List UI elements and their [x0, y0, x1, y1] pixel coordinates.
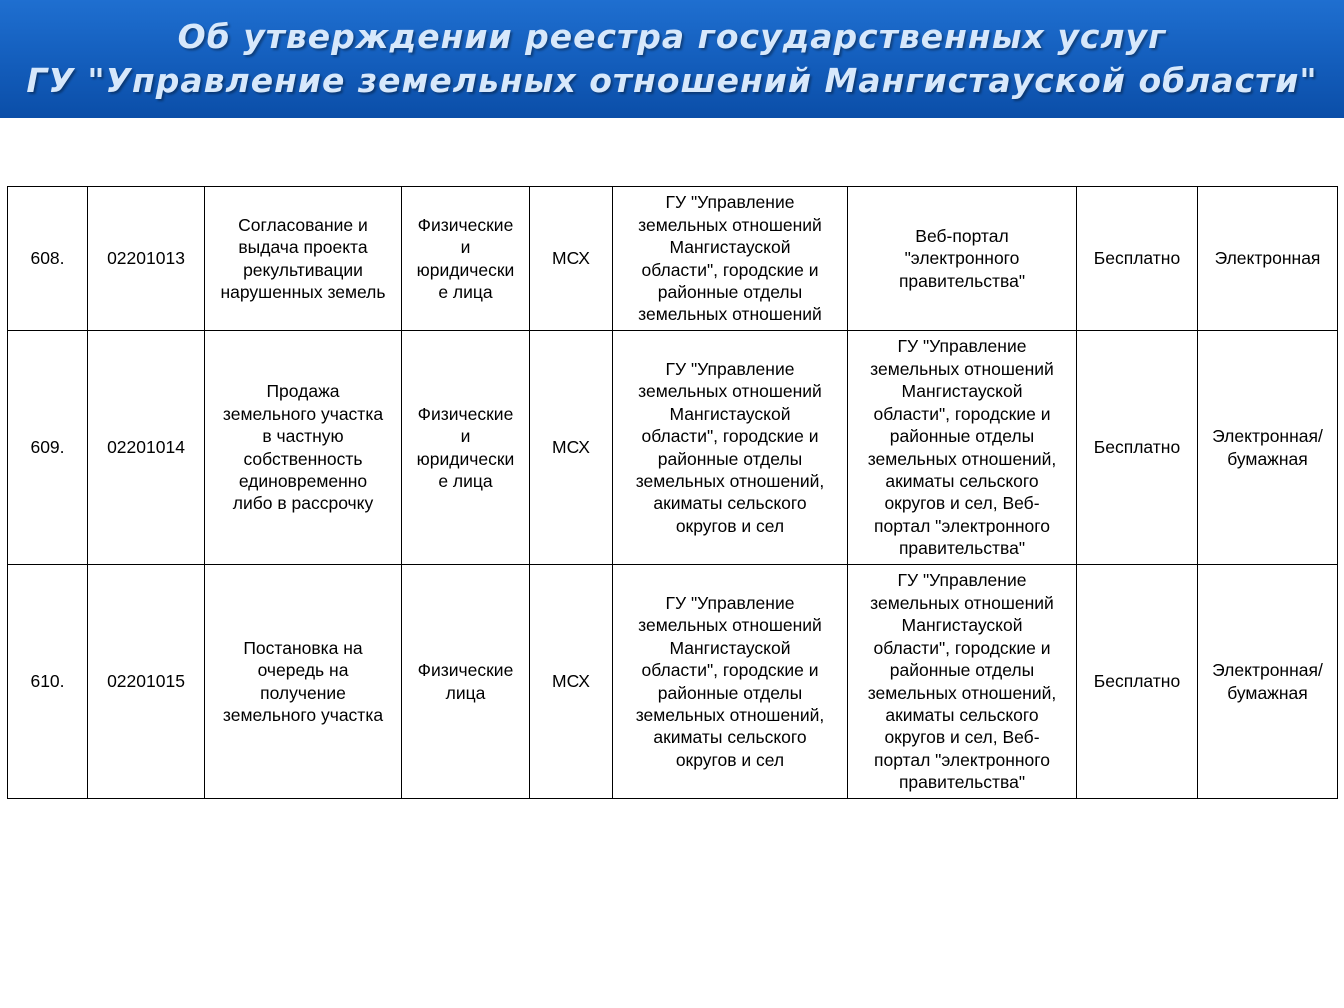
services-registry-table [7, 186, 1338, 799]
table-row [8, 565, 1338, 799]
table-row [8, 187, 1338, 331]
cell-cost: Бесплатно [1077, 187, 1198, 331]
table-row [8, 331, 1338, 565]
cell-access-point: Веб-портал "электронного правительства" [848, 187, 1077, 331]
slide-header [0, 0, 1344, 118]
cell-form: Электронная [1198, 187, 1338, 331]
cell-form: Электронная/ бумажная [1198, 565, 1338, 799]
cell-ministry: МСХ [530, 331, 613, 565]
cell-cost: Бесплатно [1077, 331, 1198, 565]
cell-number: 610. [8, 565, 88, 799]
cell-code: 02201015 [88, 565, 205, 799]
cell-number: 609. [8, 331, 88, 565]
cell-ministry: МСХ [530, 565, 613, 799]
cell-recipients: Физические и юридически е лица [402, 331, 530, 565]
cell-access-point: ГУ "Управление земельных отношений Мангистауской области", городские и районные отделы земельных отношений, акиматы сельского округов и сел, Веб- портал "электронного правительства" [848, 565, 1077, 799]
cell-form: Электронная/ бумажная [1198, 331, 1338, 565]
cell-cost: Бесплатно [1077, 565, 1198, 799]
cell-provider: ГУ "Управление земельных отношений Мангистауской области", городские и районные отделы земельных отношений, акиматы сельского округов и сел [613, 331, 848, 565]
cell-ministry: МСХ [530, 187, 613, 331]
cell-number: 608. [8, 187, 88, 331]
cell-provider: ГУ "Управление земельных отношений Мангистауской области", городские и районные отделы земельных отношений [613, 187, 848, 331]
cell-recipients: Физические лица [402, 565, 530, 799]
cell-service-name: Продажа земельного участка в частную собственность единовременно либо в рассрочку [205, 331, 402, 565]
cell-code: 02201014 [88, 331, 205, 565]
cell-recipients: Физические и юридически е лица [402, 187, 530, 331]
slide-title-line-1: Об утверждении реестра государственных услуг [177, 17, 1167, 56]
cell-provider: ГУ "Управление земельных отношений Мангистауской области", городские и районные отделы земельных отношений, акиматы сельского округов и сел [613, 565, 848, 799]
cell-access-point: ГУ "Управление земельных отношений Мангистауской области", городские и районные отделы земельных отношений, акиматы сельского округов и сел, Веб- портал "электронного правительства" [848, 331, 1077, 565]
cell-code: 02201013 [88, 187, 205, 331]
cell-service-name: Постановка на очередь на получение земельного участка [205, 565, 402, 799]
slide-title-line-2: ГУ "Управление земельных отношений Мангистауской области" [26, 61, 1318, 100]
cell-service-name: Согласование и выдача проекта рекультивации нарушенных земель [205, 187, 402, 331]
